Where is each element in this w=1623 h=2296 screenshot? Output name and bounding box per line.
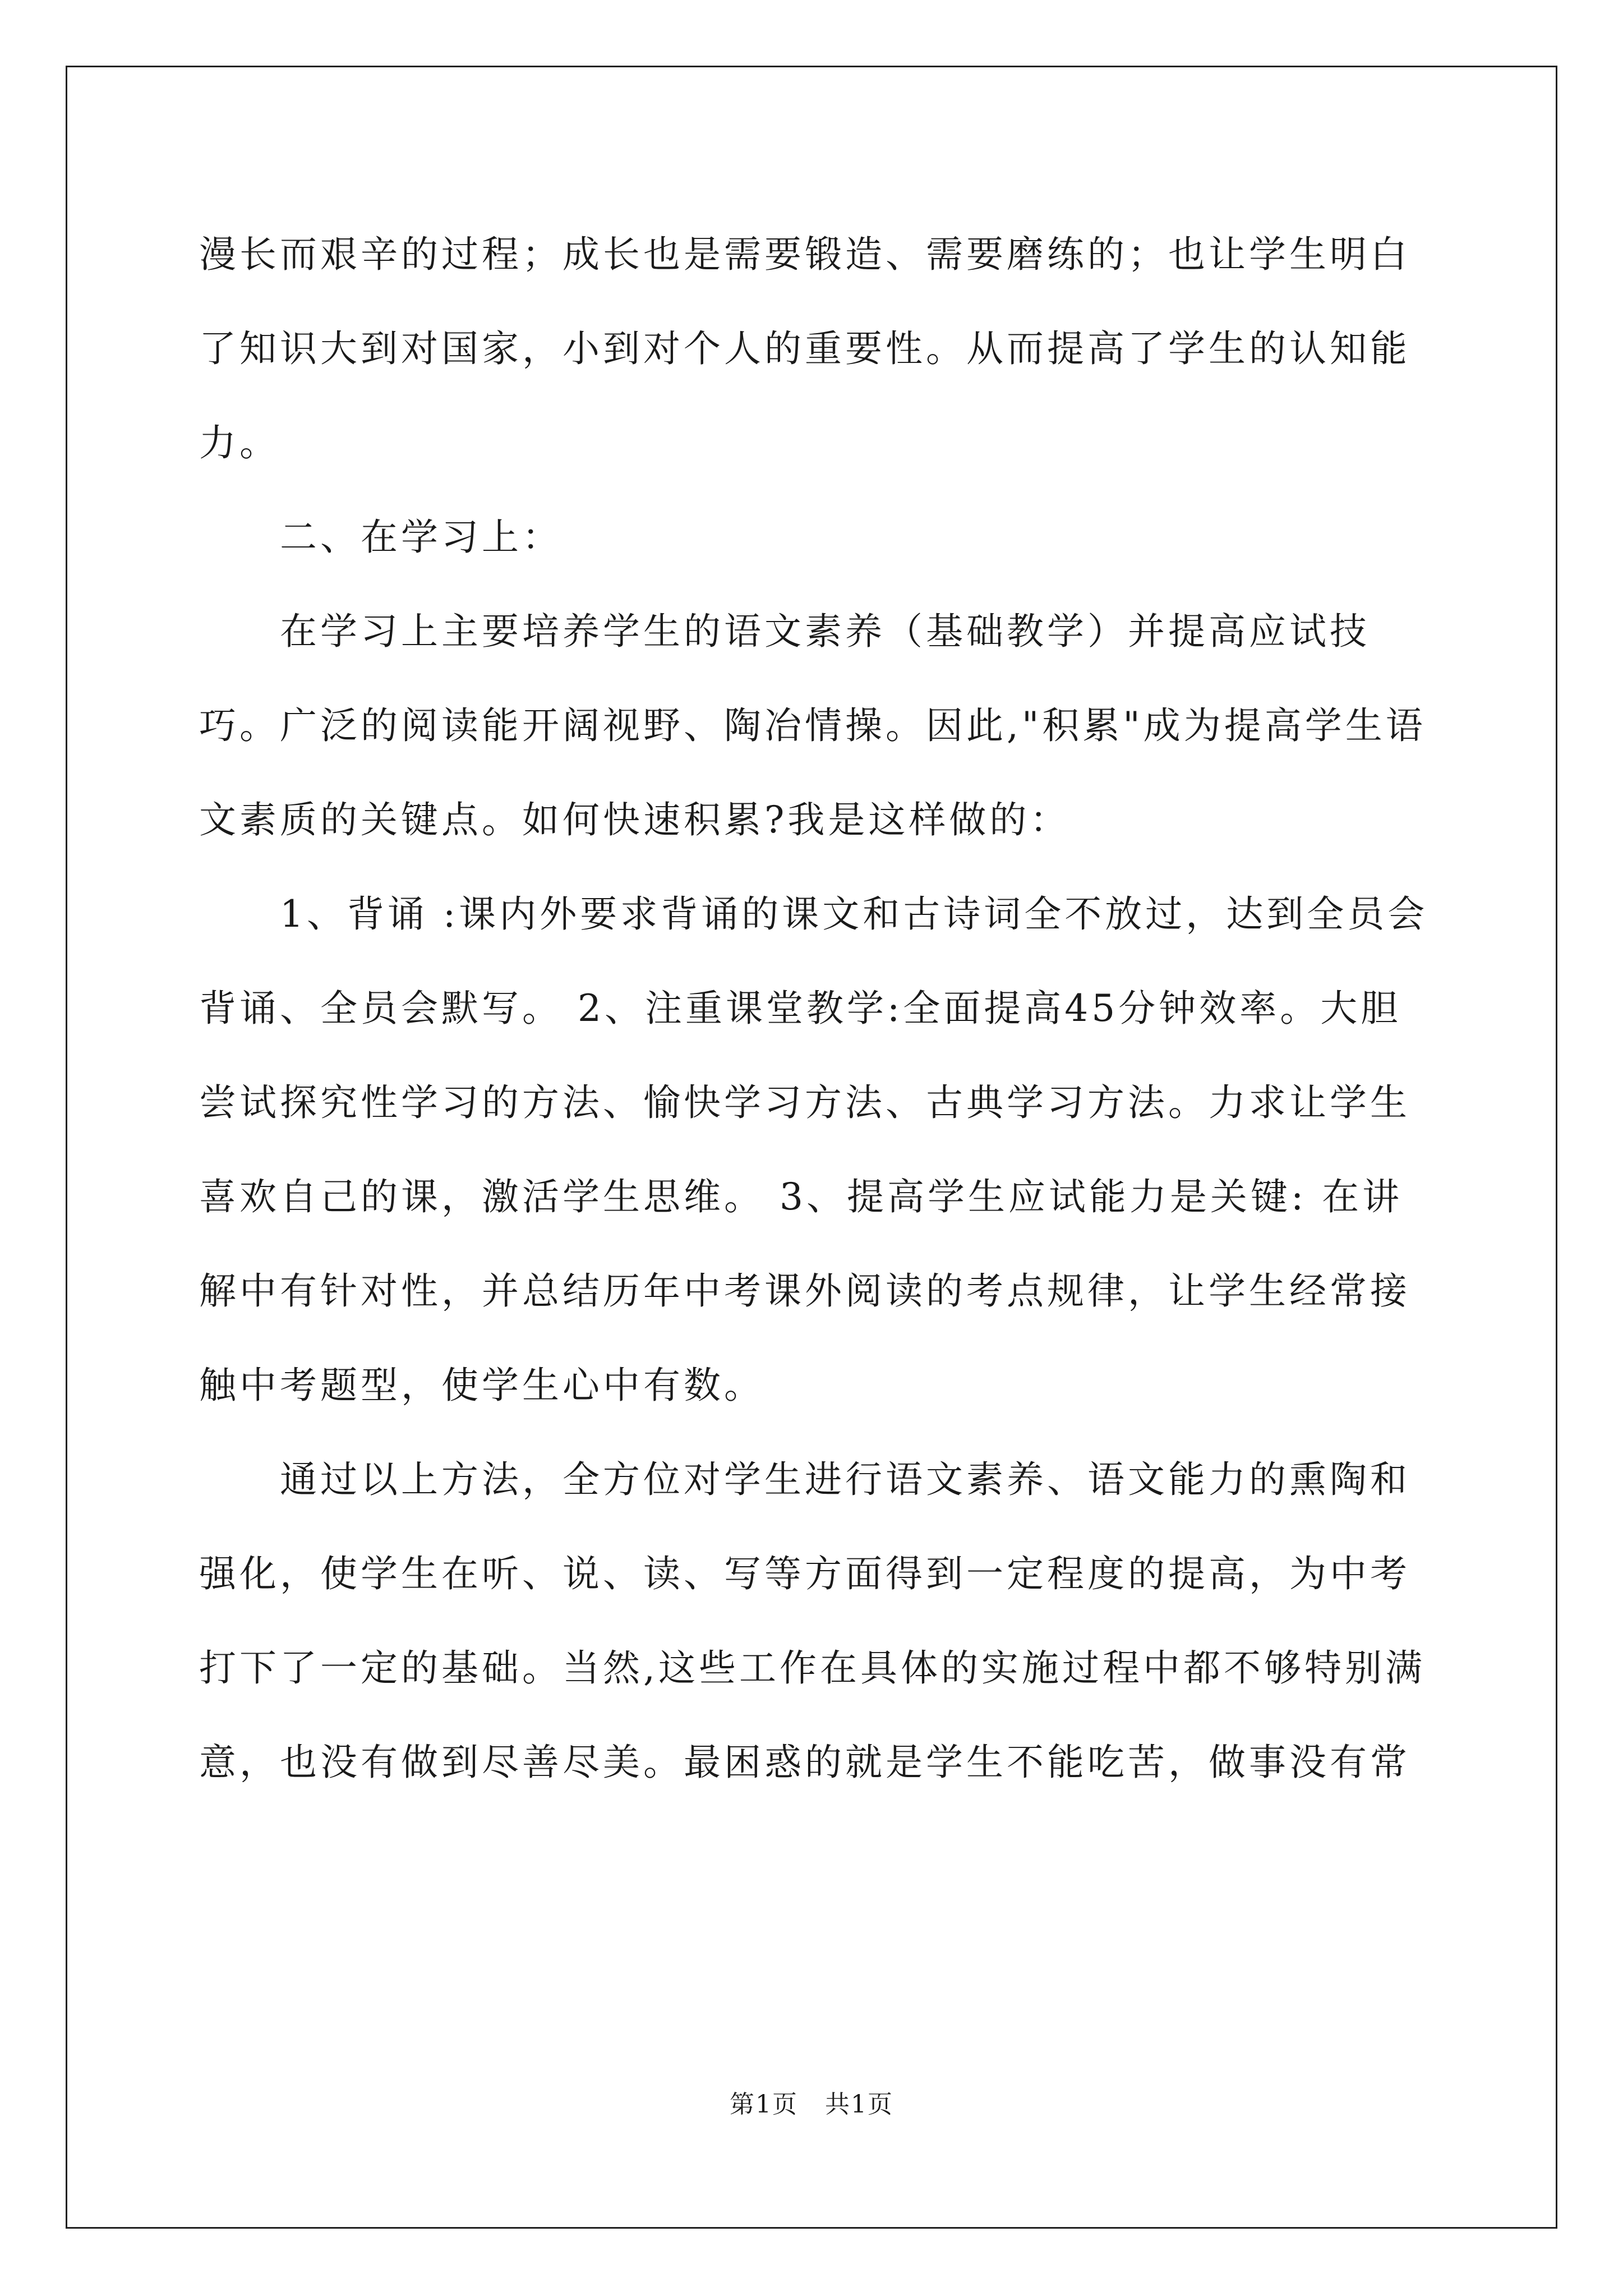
page-number-total: 共1页 bbox=[825, 2090, 893, 2119]
page-footer bbox=[0, 2084, 1623, 2120]
document-body bbox=[199, 208, 1433, 1810]
paragraph-4: 1、背诵 :课内外要求背诵的课文和古诗词全不放过，达到全员会背诵、全员会默写。 2、注重课堂教学:全面提高45分钟效率。大胆尝试探究性学习的方法、愉快学习方法、古典学习方法。力求让学生喜欢自己的课，激活学生思维。 3、提高学生应试能力是关键: 在讲解中有针对性，并总结历年中考课外阅读的考点规律，让学生经常接触中考题型，使学生心中有数。 bbox=[199, 892, 1428, 1407]
paragraph-5: 通过以上方法，全方位对学生进行语文素养、语文能力的熏陶和强化，使学生在听、说、读、写等方面得到一定程度的提高，为中考打下了一定的基础。当然,这些工作在具体的实施过程中都不够特别满意，也没有做到尽善尽美。最困惑的就是学生不能吃苦，做事没有常 bbox=[199, 1458, 1426, 1784]
paragraph-3: 在学习上主要培养学生的语文素养（基础教学）并提高应试技巧。广泛的阅读能开阔视野、陶冶情操。因此,"积累"成为提高学生语文素质的关键点。如何快速积累?我是这样做的： bbox=[199, 610, 1426, 841]
paragraph-1: 漫长而艰辛的过程；成长也是需要锻造、需要磨练的；也让学生明白了知识大到对国家，小到对个人的重要性。从而提高了学生的认知能力。 bbox=[199, 233, 1410, 464]
page-number-current: 第1页 bbox=[730, 2090, 798, 2119]
section-heading-study: 二、在学习上： bbox=[280, 516, 562, 559]
